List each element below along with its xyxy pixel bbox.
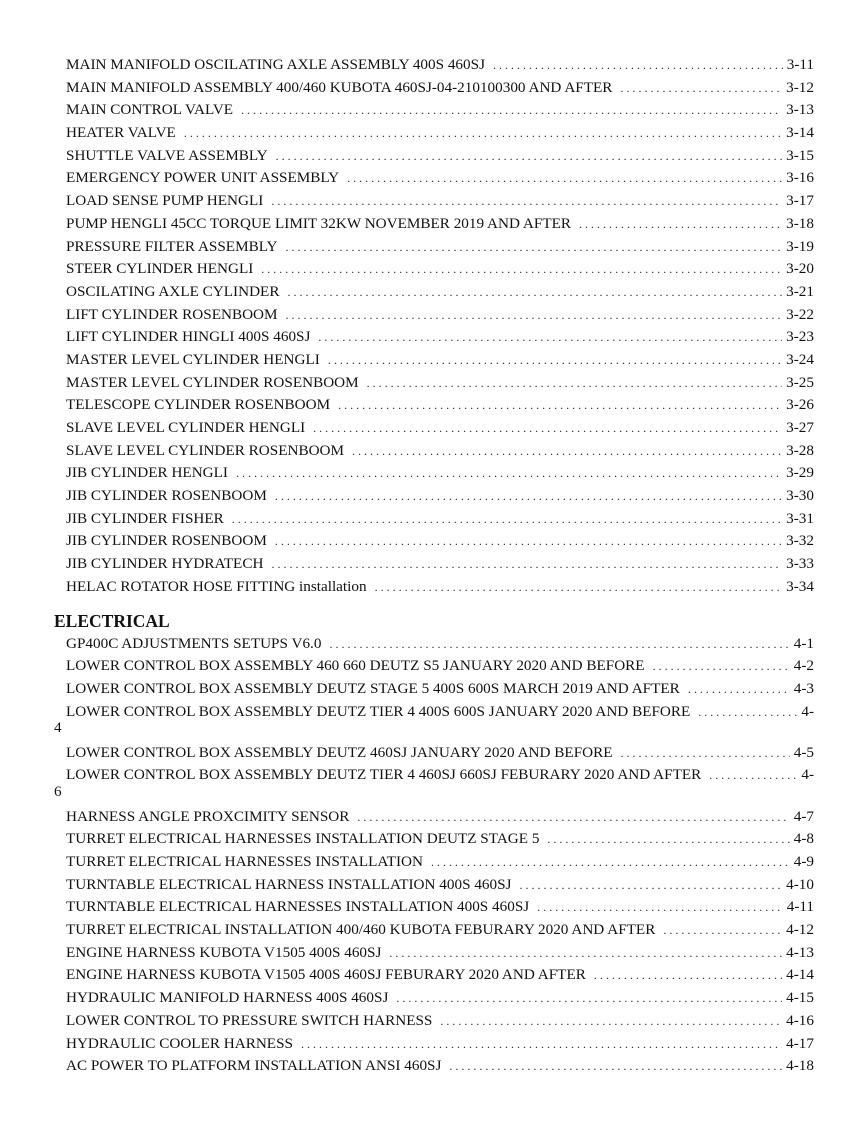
hydraulics-entry-list [54, 54, 814, 599]
toc-entry-page-number: 3-22 [786, 305, 814, 323]
toc-entry-title: HELAC ROTATOR HOSE FITTING installation [66, 577, 367, 595]
dot-leader [547, 828, 789, 851]
toc-entry[interactable] [54, 167, 814, 190]
table-of-contents [54, 54, 814, 1078]
toc-entry[interactable] [54, 258, 814, 281]
toc-entry[interactable] [54, 987, 814, 1010]
dot-leader [275, 485, 782, 508]
dot-leader [329, 633, 789, 656]
dot-leader [688, 678, 790, 701]
dot-leader [276, 145, 783, 168]
toc-entry-page-number: 3-17 [786, 192, 814, 210]
dot-leader [357, 806, 789, 829]
toc-entry-page-number: 3-31 [786, 509, 814, 527]
toc-entry[interactable] [54, 764, 814, 805]
dot-leader [232, 508, 782, 531]
toc-entry-page-number: 4-12 [786, 921, 814, 939]
toc-entry-title: JIB CYLINDER HYDRATECH [66, 555, 264, 573]
toc-entry-title: SLAVE LEVEL CYLINDER HENGLI [66, 419, 306, 436]
toc-entry-title: JIB CYLINDER FISHER [66, 509, 224, 527]
toc-entry-page-number: 4-7 [793, 807, 814, 825]
toc-entry-page-number: 3-28 [786, 441, 814, 459]
toc-entry[interactable] [54, 964, 814, 987]
dot-leader [347, 167, 782, 190]
toc-entry[interactable] [54, 440, 814, 463]
dot-leader [286, 304, 783, 327]
toc-entry-title: JIB CYLINDER HENGLI [66, 464, 228, 482]
toc-entry-page-number: 4-8 [793, 830, 814, 848]
toc-entry[interactable] [54, 851, 814, 874]
toc-entry-page-number: 4-18 [786, 1057, 814, 1075]
toc-entry-title: LOWER CONTROL BOX ASSEMBLY DEUTZ STAGE 5 400S 600S MARCH 2019 AND AFTER [66, 679, 680, 697]
toc-entry[interactable] [54, 530, 814, 553]
toc-entry[interactable] [54, 77, 814, 100]
dot-leader [301, 1033, 782, 1056]
toc-entry[interactable] [54, 553, 814, 576]
dot-leader [318, 326, 782, 349]
dot-leader [375, 576, 783, 599]
toc-entry[interactable] [54, 701, 814, 742]
toc-entry-page-number: 4-9 [793, 853, 814, 870]
toc-entry[interactable] [54, 349, 814, 372]
toc-entry-page-number: 3-20 [786, 260, 814, 278]
dot-leader [621, 742, 790, 765]
toc-entry-page-number: 3-24 [786, 350, 814, 368]
dot-leader [367, 372, 783, 395]
toc-entry-title: LIFT CYLINDER ROSENBOOM [66, 305, 278, 323]
dot-leader [338, 394, 782, 417]
toc-entry-title: LOWER CONTROL TO PRESSURE SWITCH HARNESS [66, 1011, 433, 1029]
toc-entry-title: PUMP HENGLI 45CC TORQUE LIMIT 32KW NOVEMBER 2019 AND AFTER [66, 214, 572, 232]
toc-entry-title: MASTER LEVEL CYLINDER ROSENBOOM [66, 373, 359, 391]
toc-entry-title: TURRET ELECTRICAL INSTALLATION 400/460 KUBOTA FEBURARY 2020 AND AFTER [66, 921, 656, 939]
toc-entry[interactable] [54, 576, 814, 599]
dot-leader [594, 964, 782, 987]
toc-entry-page-number: 4-16 [786, 1011, 814, 1029]
toc-entry-title: MAIN CONTROL VALVE [66, 101, 234, 119]
toc-entry-title: LOWER CONTROL BOX ASSEMBLY 460 660 DEUTZ S5 JANUARY 2020 AND BEFORE [66, 657, 645, 675]
toc-entry-title: MAIN MANIFOLD ASSEMBLY 400/460 KUBOTA 460SJ-04-210100300 AND AFTER [66, 78, 613, 96]
toc-entry-page-number: 3-23 [786, 328, 814, 346]
toc-entry-page-number: 4-3 [793, 679, 814, 697]
toc-entry[interactable] [54, 304, 814, 327]
dot-leader [663, 919, 782, 942]
toc-entry[interactable] [54, 145, 814, 168]
toc-entry-page-number-continuation: 6 [54, 783, 62, 801]
toc-entry-page-number: 3-11 [786, 56, 814, 73]
toc-entry-page-number: 3-25 [786, 373, 814, 391]
toc-entry-page-number: 3-34 [786, 577, 814, 595]
toc-entry-title: TURNTABLE ELECTRICAL HARNESSES INSTALLATION 400S 460SJ [66, 898, 530, 916]
dot-leader [275, 530, 782, 553]
toc-entry-page-number: 4-10 [786, 875, 814, 893]
toc-entry-title: LOWER CONTROL BOX ASSEMBLY DEUTZ TIER 4 400S 600S JANUARY 2020 AND BEFORE [66, 702, 691, 720]
toc-entry-page-number: 3-14 [786, 124, 814, 142]
toc-entry-title: ENGINE HARNESS KUBOTA V1505 400S 460SJ [66, 943, 382, 961]
toc-entry-title: JIB CYLINDER ROSENBOOM [66, 487, 267, 505]
toc-entry[interactable] [54, 213, 814, 236]
toc-entry-page-number: 3-30 [786, 487, 814, 505]
toc-entry-title: OSCILATING AXLE CYLINDER [66, 282, 280, 300]
toc-entry[interactable] [54, 742, 814, 765]
toc-entry-title: TURRET ELECTRICAL HARNESSES INSTALLATION DEUTZ STAGE 5 [66, 830, 540, 848]
dot-leader [396, 987, 782, 1010]
toc-entry-title: MAIN MANIFOLD OSCILATING AXLE ASSEMBLY 400S 460SJ [66, 56, 485, 73]
dot-leader [579, 213, 782, 236]
toc-entry[interactable] [54, 281, 814, 304]
toc-entry[interactable] [54, 462, 814, 485]
dot-leader [431, 851, 790, 874]
toc-entry-title: STEER CYLINDER HENGLI [66, 260, 254, 278]
toc-entry-title: LOWER CONTROL BOX ASSEMBLY DEUTZ 460SJ JANUARY 2020 AND BEFORE [66, 743, 613, 761]
dot-leader [493, 54, 783, 77]
toc-entry-page-number: 3-26 [786, 396, 814, 414]
toc-entry-title: SHUTTLE VALVE ASSEMBLY [66, 146, 268, 164]
toc-entry-page-number: 3-33 [786, 555, 814, 573]
section-heading-electrical: ELECTRICAL [54, 610, 170, 631]
dot-leader [328, 349, 782, 372]
toc-entry-title: GP400C ADJUSTMENTS SETUPS V6.0 [66, 634, 322, 652]
toc-entry-page-number: 3-18 [786, 214, 814, 232]
toc-entry[interactable] [54, 417, 814, 440]
toc-entry-page-number: 3-29 [786, 464, 814, 482]
toc-entry[interactable] [54, 633, 814, 656]
toc-entry-page-number: 4- [801, 766, 814, 784]
dot-leader [352, 440, 782, 463]
toc-entry-title: HEATER VALVE [66, 124, 176, 142]
toc-entry[interactable] [54, 1033, 814, 1056]
dot-leader [271, 553, 782, 576]
dot-leader [241, 99, 782, 122]
toc-entry[interactable] [54, 99, 814, 122]
toc-entry[interactable] [54, 874, 814, 897]
dot-leader [440, 1010, 782, 1033]
dot-leader [184, 122, 782, 145]
toc-entry[interactable] [54, 326, 814, 349]
electrical-entry-list [54, 633, 814, 1078]
dot-leader [389, 942, 782, 965]
toc-entry[interactable] [54, 1010, 814, 1033]
dot-leader [653, 655, 790, 678]
toc-entry-page-number: 4-1 [793, 634, 814, 652]
toc-entry[interactable] [54, 485, 814, 508]
toc-entry[interactable] [54, 828, 814, 851]
toc-entry[interactable] [54, 508, 814, 531]
toc-entry-title: JIB CYLINDER ROSENBOOM [66, 532, 267, 550]
toc-entry-title: LOAD SENSE PUMP HENGLI [66, 192, 264, 210]
toc-entry-page-number: 4-11 [786, 898, 814, 916]
toc-entry-title: ENGINE HARNESS KUBOTA V1505 400S 460SJ FEBURARY 2020 AND AFTER [66, 966, 586, 984]
toc-entry[interactable] [54, 919, 814, 942]
toc-entry[interactable] [54, 806, 814, 829]
toc-entry-page-number: 4-2 [793, 657, 814, 675]
dot-leader [537, 896, 783, 919]
toc-entry[interactable] [54, 122, 814, 145]
toc-entry[interactable] [54, 190, 814, 213]
toc-entry[interactable] [54, 896, 814, 919]
toc-entry[interactable] [54, 236, 814, 259]
dot-leader [620, 77, 782, 100]
dot-leader [519, 874, 782, 897]
toc-entry-page-number: 3-13 [786, 101, 814, 119]
toc-entry-title: HARNESS ANGLE PROXCIMITY SENSOR [66, 807, 350, 825]
toc-entry-title: SLAVE LEVEL CYLINDER ROSENBOOM [66, 441, 345, 459]
toc-entry-title: HYDRAULIC COOLER HARNESS [66, 1034, 293, 1052]
dot-leader [287, 281, 782, 304]
toc-entry[interactable] [54, 54, 814, 77]
toc-entry-title: EMERGENCY POWER UNIT ASSEMBLY [66, 169, 340, 187]
toc-entry[interactable] [54, 678, 814, 701]
toc-entry-page-number: 4-14 [786, 966, 814, 984]
toc-entry-page-number: 3-32 [786, 532, 814, 550]
toc-entry[interactable] [54, 1055, 814, 1078]
dot-leader [261, 258, 782, 281]
dot-leader [449, 1055, 782, 1078]
toc-entry-title: HYDRAULIC MANIFOLD HARNESS 400S 460SJ [66, 989, 389, 1007]
dot-leader [709, 767, 797, 784]
dot-leader [236, 462, 782, 485]
toc-entry-page-number: 4-17 [786, 1034, 814, 1052]
toc-entry-page-number: 4-5 [793, 743, 814, 761]
toc-entry-title: TURNTABLE ELECTRICAL HARNESS INSTALLATION 400S 460SJ [66, 875, 512, 893]
toc-entry-page-number: 3-21 [786, 282, 814, 300]
dot-leader [698, 704, 797, 721]
toc-entry-page-number-continuation: 4 [54, 719, 62, 737]
toc-entry-title: LIFT CYLINDER HINGLI 400S 460SJ [66, 328, 311, 346]
toc-entry[interactable] [54, 655, 814, 678]
toc-entry-page-number: 3-27 [786, 419, 814, 436]
toc-entry[interactable] [54, 372, 814, 395]
toc-entry-title: LOWER CONTROL BOX ASSEMBLY DEUTZ TIER 4 460SJ 660SJ FEBURARY 2020 AND AFTER [66, 766, 702, 784]
dot-leader [313, 417, 782, 440]
toc-entry-title: PRESSURE FILTER ASSEMBLY [66, 237, 278, 255]
toc-entry-page-number: 4-15 [786, 989, 814, 1007]
toc-entry-title: MASTER LEVEL CYLINDER HENGLI [66, 350, 320, 368]
dot-leader [285, 236, 782, 259]
toc-entry-title: TURRET ELECTRICAL HARNESSES INSTALLATION [66, 853, 423, 870]
toc-entry-page-number: 3-16 [786, 169, 814, 187]
toc-entry-page-number: 4- [801, 702, 814, 720]
toc-entry-page-number: 3-15 [786, 146, 814, 164]
toc-entry-title: AC POWER TO PLATFORM INSTALLATION ANSI 460SJ [66, 1057, 442, 1075]
toc-entry[interactable] [54, 942, 814, 965]
toc-entry-page-number: 3-12 [786, 78, 814, 96]
toc-entry[interactable] [54, 394, 814, 417]
toc-entry-page-number: 4-13 [786, 943, 814, 961]
toc-entry-page-number: 3-19 [786, 237, 814, 255]
dot-leader [271, 190, 782, 213]
toc-entry-title: TELESCOPE CYLINDER ROSENBOOM [66, 396, 331, 414]
